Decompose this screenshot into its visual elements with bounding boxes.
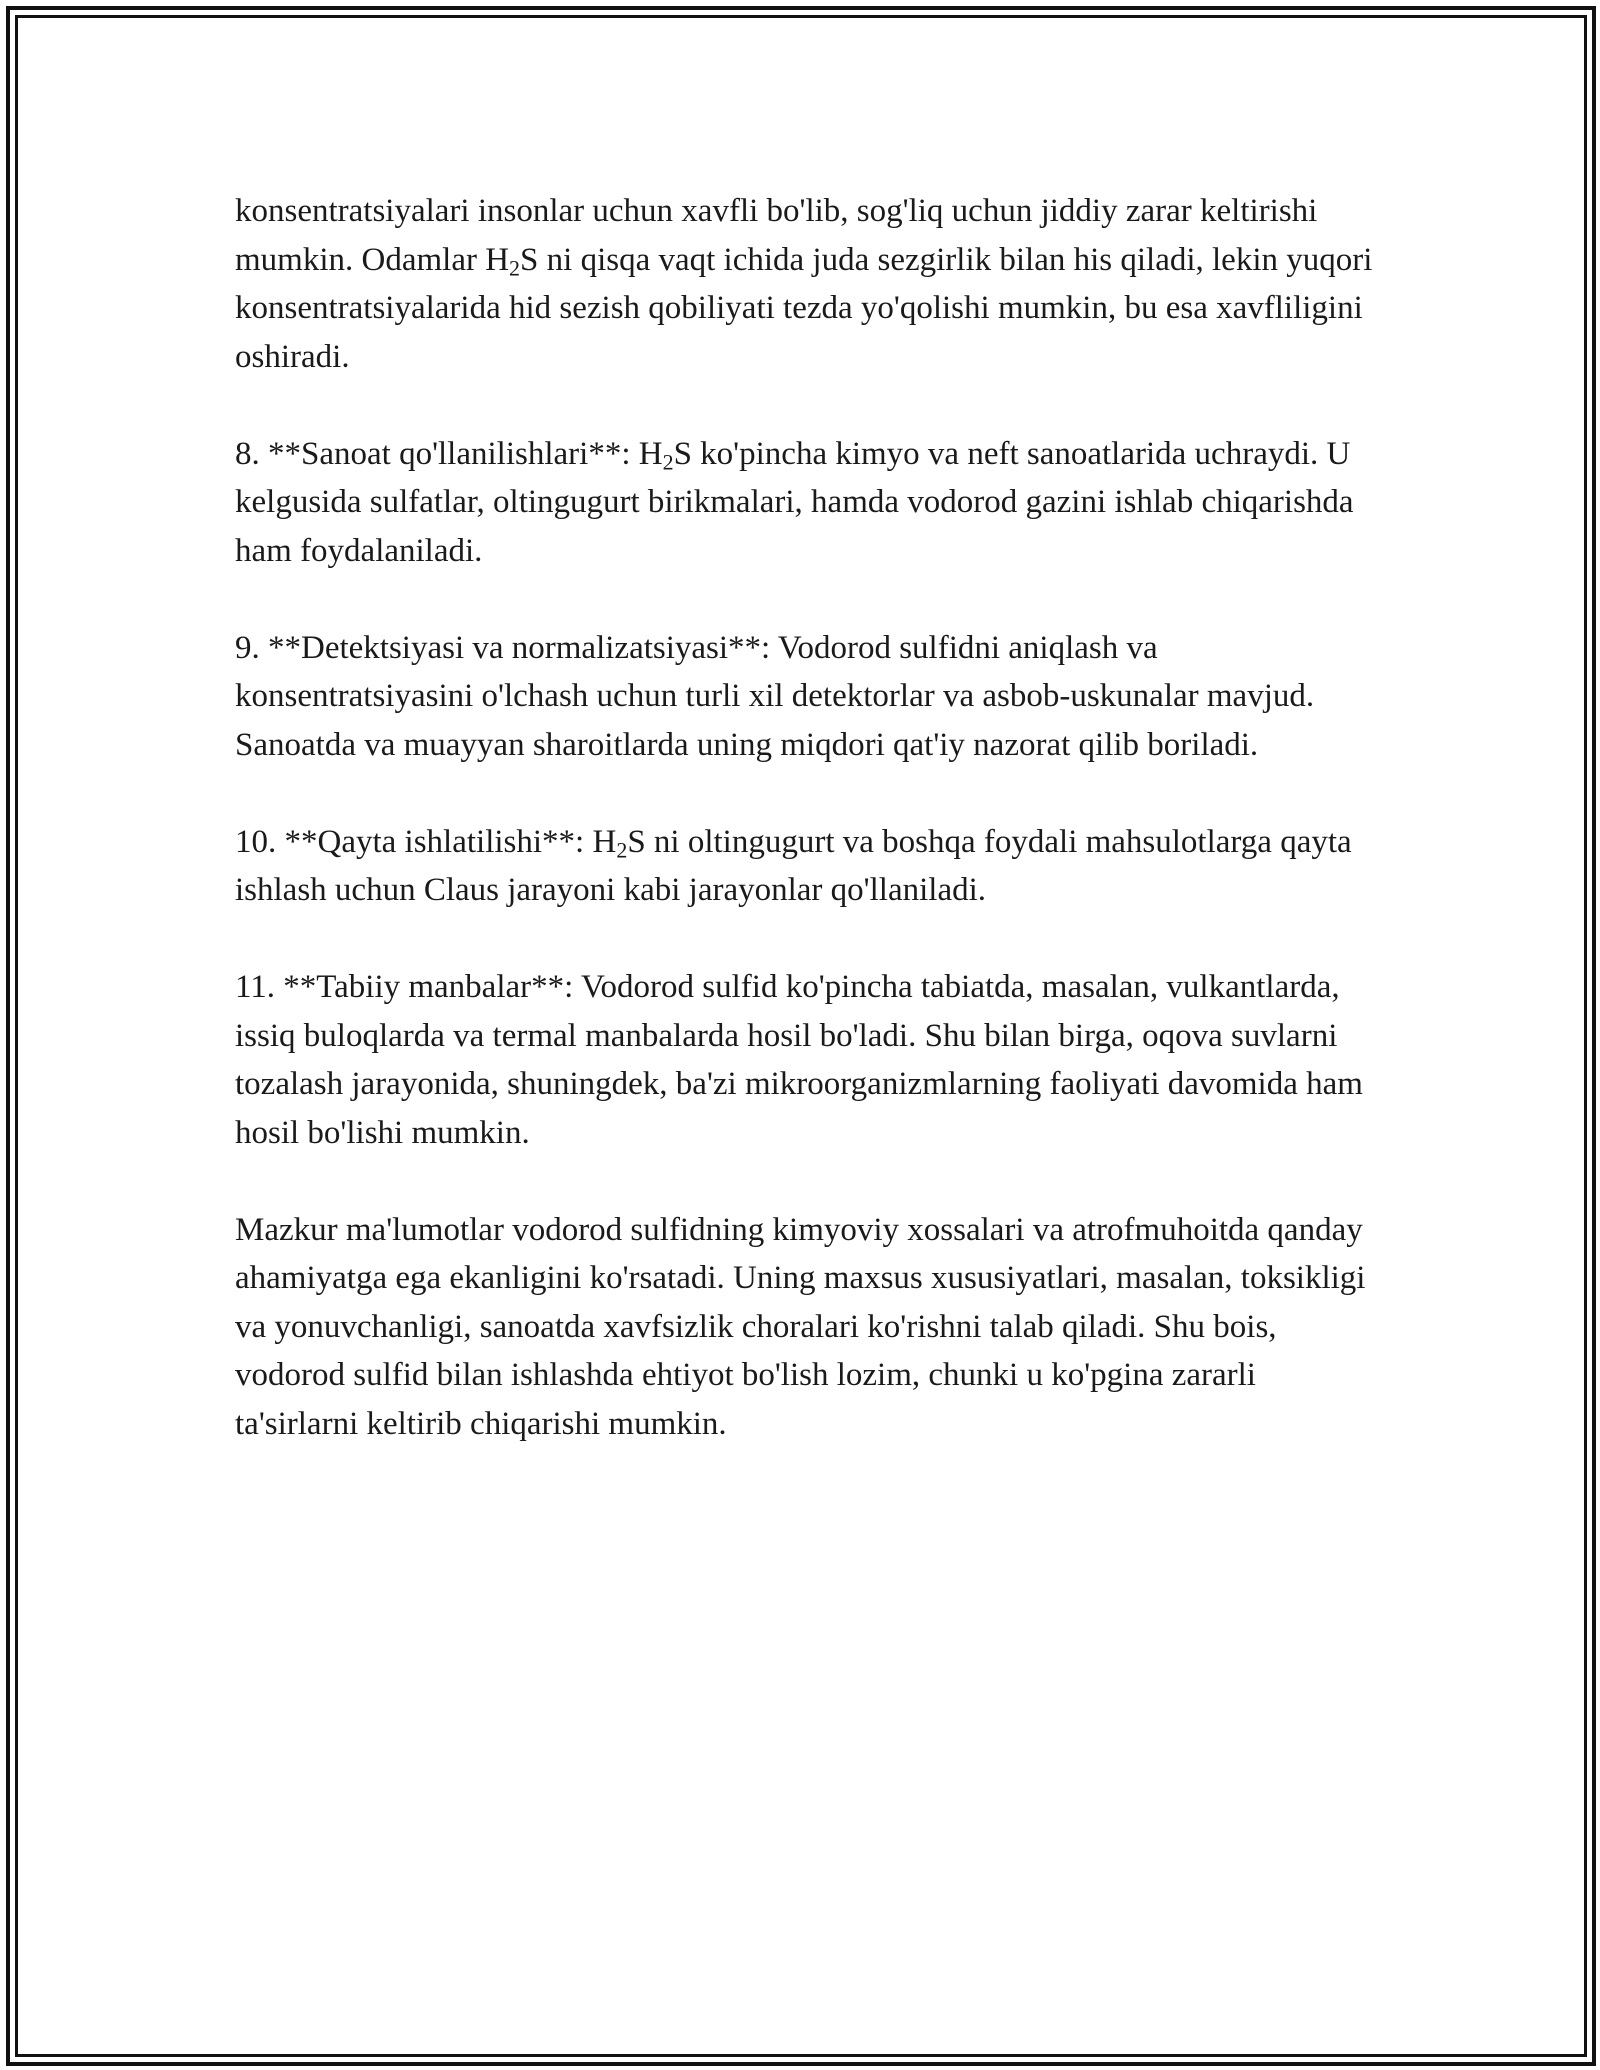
subscript: 2 (509, 255, 521, 280)
paragraph-text: S ko'pincha kimyo va neft sanoatlarida uchraydi. U kelgusida sulfatlar, oltingugurt birikmalari, hamda vodorod gazini ishlab chiqarishda ham foydalaniladi. (235, 435, 1354, 569)
paragraph-intro-continuation (235, 187, 1375, 381)
paragraph-text: 8. **Sanoat qo'llanilishlari**: H (235, 435, 663, 472)
subscript: 2 (616, 837, 628, 862)
paragraph-text: S ni qisqa vaqt ichida juda sezgirlik bilan his qiladi, lekin yuqori konsentratsiyalarida hid sezish qobiliyati tezda yo'qolishi mumkin, bu esa xavfliligini oshiradi. (235, 241, 1373, 375)
paragraph-text: S ni oltingugurt va boshqa foydali mahsulotlarga qayta ishlash uchun Claus jarayoni kabi jarayonlar qo'llaniladi. (235, 823, 1352, 908)
subscript: 2 (662, 449, 674, 474)
paragraph-conclusion: Mazkur ma'lumotlar vodorod sulfidning kimyoviy xossalari va atrofmuhoitda qanday ahamiyatga ega ekanligini ko'rsatadi. Uning maxsus xususiyatlari, masalan, toksikligi va yonuvchanligi, sanoatda xavfsizlik choralari ko'rishni talab qiladi. Shu bois, vodorod sulfid bilan ishlashda ehtiyot bo'lish lozim, chunki u ko'pgina zararli ta'sirlarni keltirib chiqarishi mumkin. (235, 1211, 1366, 1442)
paragraph-item-8 (235, 430, 1375, 576)
paragraph-item-9: 9. **Detektsiyasi va normalizatsiyasi**: Vodorod sulfidni aniqlash va konsentratsiyasini o'lchash uchun turli xil detektorlar va asbob-uskunalar mavjud. Sanoatda va muayyan sharoitlarda uning miqdori qat'iy nazorat qilib boriladi. (235, 629, 1315, 763)
paragraph-item-11: 11. **Tabiiy manbalar**: Vodorod sulfid ko'pincha tabiatda, masalan, vulkantlarda, issiq buloqlarda va termal manbalarda hosil bo'ladi. Shu bilan birga, oqova suvlarni tozalash jarayonida, shuningdek, ba'zi mikroorganizmlarning faoliyati davomida ham hosil bo'lishi mumkin. (235, 969, 1363, 1151)
paragraph-text: 10. **Qayta ishlatilishi**: H (235, 823, 617, 860)
paragraph-text: konsentratsiyalari insonlar uchun xavfli bo'lib, sog'liq uchun jiddiy zarar keltirishi mumkin. Odamlar H (235, 193, 1318, 278)
paragraph-item-10 (235, 818, 1375, 915)
document-body (235, 187, 1375, 1497)
